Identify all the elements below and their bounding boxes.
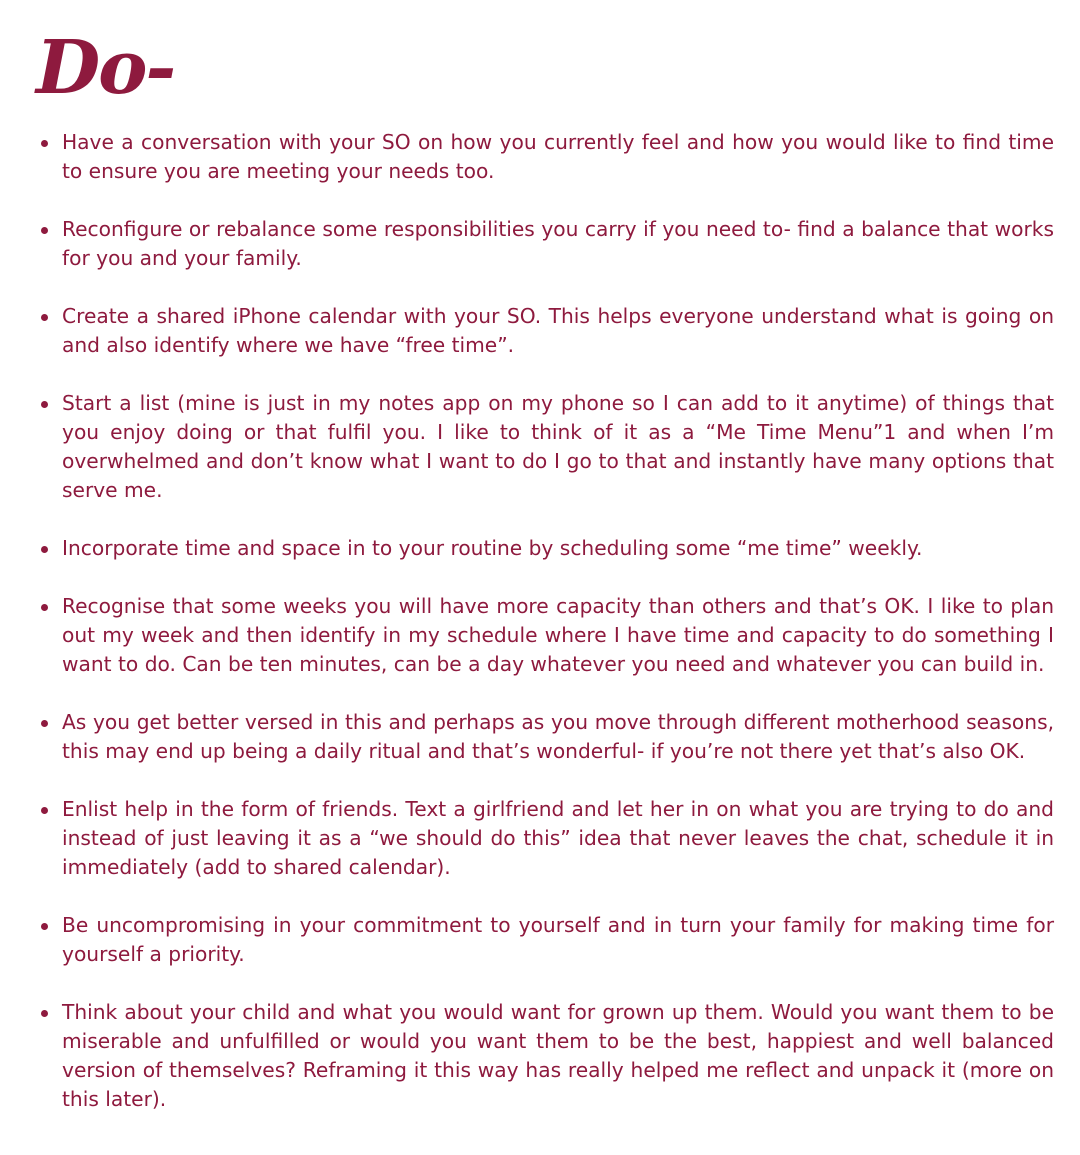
bullet-icon — [41, 1010, 48, 1017]
bullet-icon — [41, 314, 48, 321]
list-item-text: Create a shared iPhone calendar with your SO. This helps everyone understand what is going on and also identify where we have “free time”. — [62, 304, 1054, 357]
list-item — [62, 592, 1054, 679]
list-item — [62, 302, 1054, 360]
list-item — [62, 215, 1054, 273]
list-item-text: Enlist help in the form of friends. Text a girlfriend and let her in on what you are trying to do and instead of just leaving it as a “we should do this” idea that never leaves the chat, schedule it in immediately (add to shared calendar). — [62, 797, 1054, 879]
list-item — [62, 998, 1054, 1114]
bullet-icon — [41, 140, 48, 147]
list-item-text: Think about your child and what you would want for grown up them. Would you want them to be miserable and unfulfilled or would you want them to be the best, happiest and well balanced version of themselves? Reframing it this way has really helped me reflect and unpack it (more on this later). — [62, 1000, 1054, 1111]
list-item — [62, 708, 1054, 766]
list-item-text: Incorporate time and space in to your routine by scheduling some “me time” weekly. — [62, 536, 923, 560]
list-item — [62, 534, 1054, 563]
list-item — [62, 389, 1054, 505]
bullet-icon — [41, 604, 48, 611]
list-item-text: Reconfigure or rebalance some responsibilities you carry if you need to- find a balance that works for you and your family. — [62, 217, 1054, 270]
list-item-text: Be uncompromising in your commitment to yourself and in turn your family for making time for yourself a priority. — [62, 913, 1054, 966]
list-item-text: Have a conversation with your SO on how you currently feel and how you would like to find time to ensure you are meeting your needs too. — [62, 130, 1054, 183]
list-item-text: Start a list (mine is just in my notes app on my phone so I can add to it anytime) of things that you enjoy doing or that fulfil you. I like to think of it as a “Me Time Menu”1 and when I’m overwhelmed and don’t know what I want to do I go to that and instantly have many options that serve me. — [62, 391, 1054, 502]
bullet-icon — [41, 720, 48, 727]
page-heading: Do- — [36, 25, 175, 111]
bullet-icon — [41, 227, 48, 234]
list-item — [62, 911, 1054, 969]
list-item-text: Recognise that some weeks you will have more capacity than others and that’s OK. I like to plan out my week and then identify in my schedule where I have time and capacity to do something I want to do. Can be ten minutes, can be a day whatever you need and whatever you can build in. — [62, 594, 1054, 676]
list-item — [62, 128, 1054, 186]
bullet-icon — [41, 807, 48, 814]
do-list — [62, 128, 1054, 1143]
bullet-icon — [41, 546, 48, 553]
list-item-text: As you get better versed in this and perhaps as you move through different motherhood seasons, this may end up being a daily ritual and that’s wonderful- if you’re not there yet that’s also OK. — [62, 710, 1054, 763]
bullet-icon — [41, 923, 48, 930]
bullet-icon — [41, 401, 48, 408]
list-item — [62, 795, 1054, 882]
